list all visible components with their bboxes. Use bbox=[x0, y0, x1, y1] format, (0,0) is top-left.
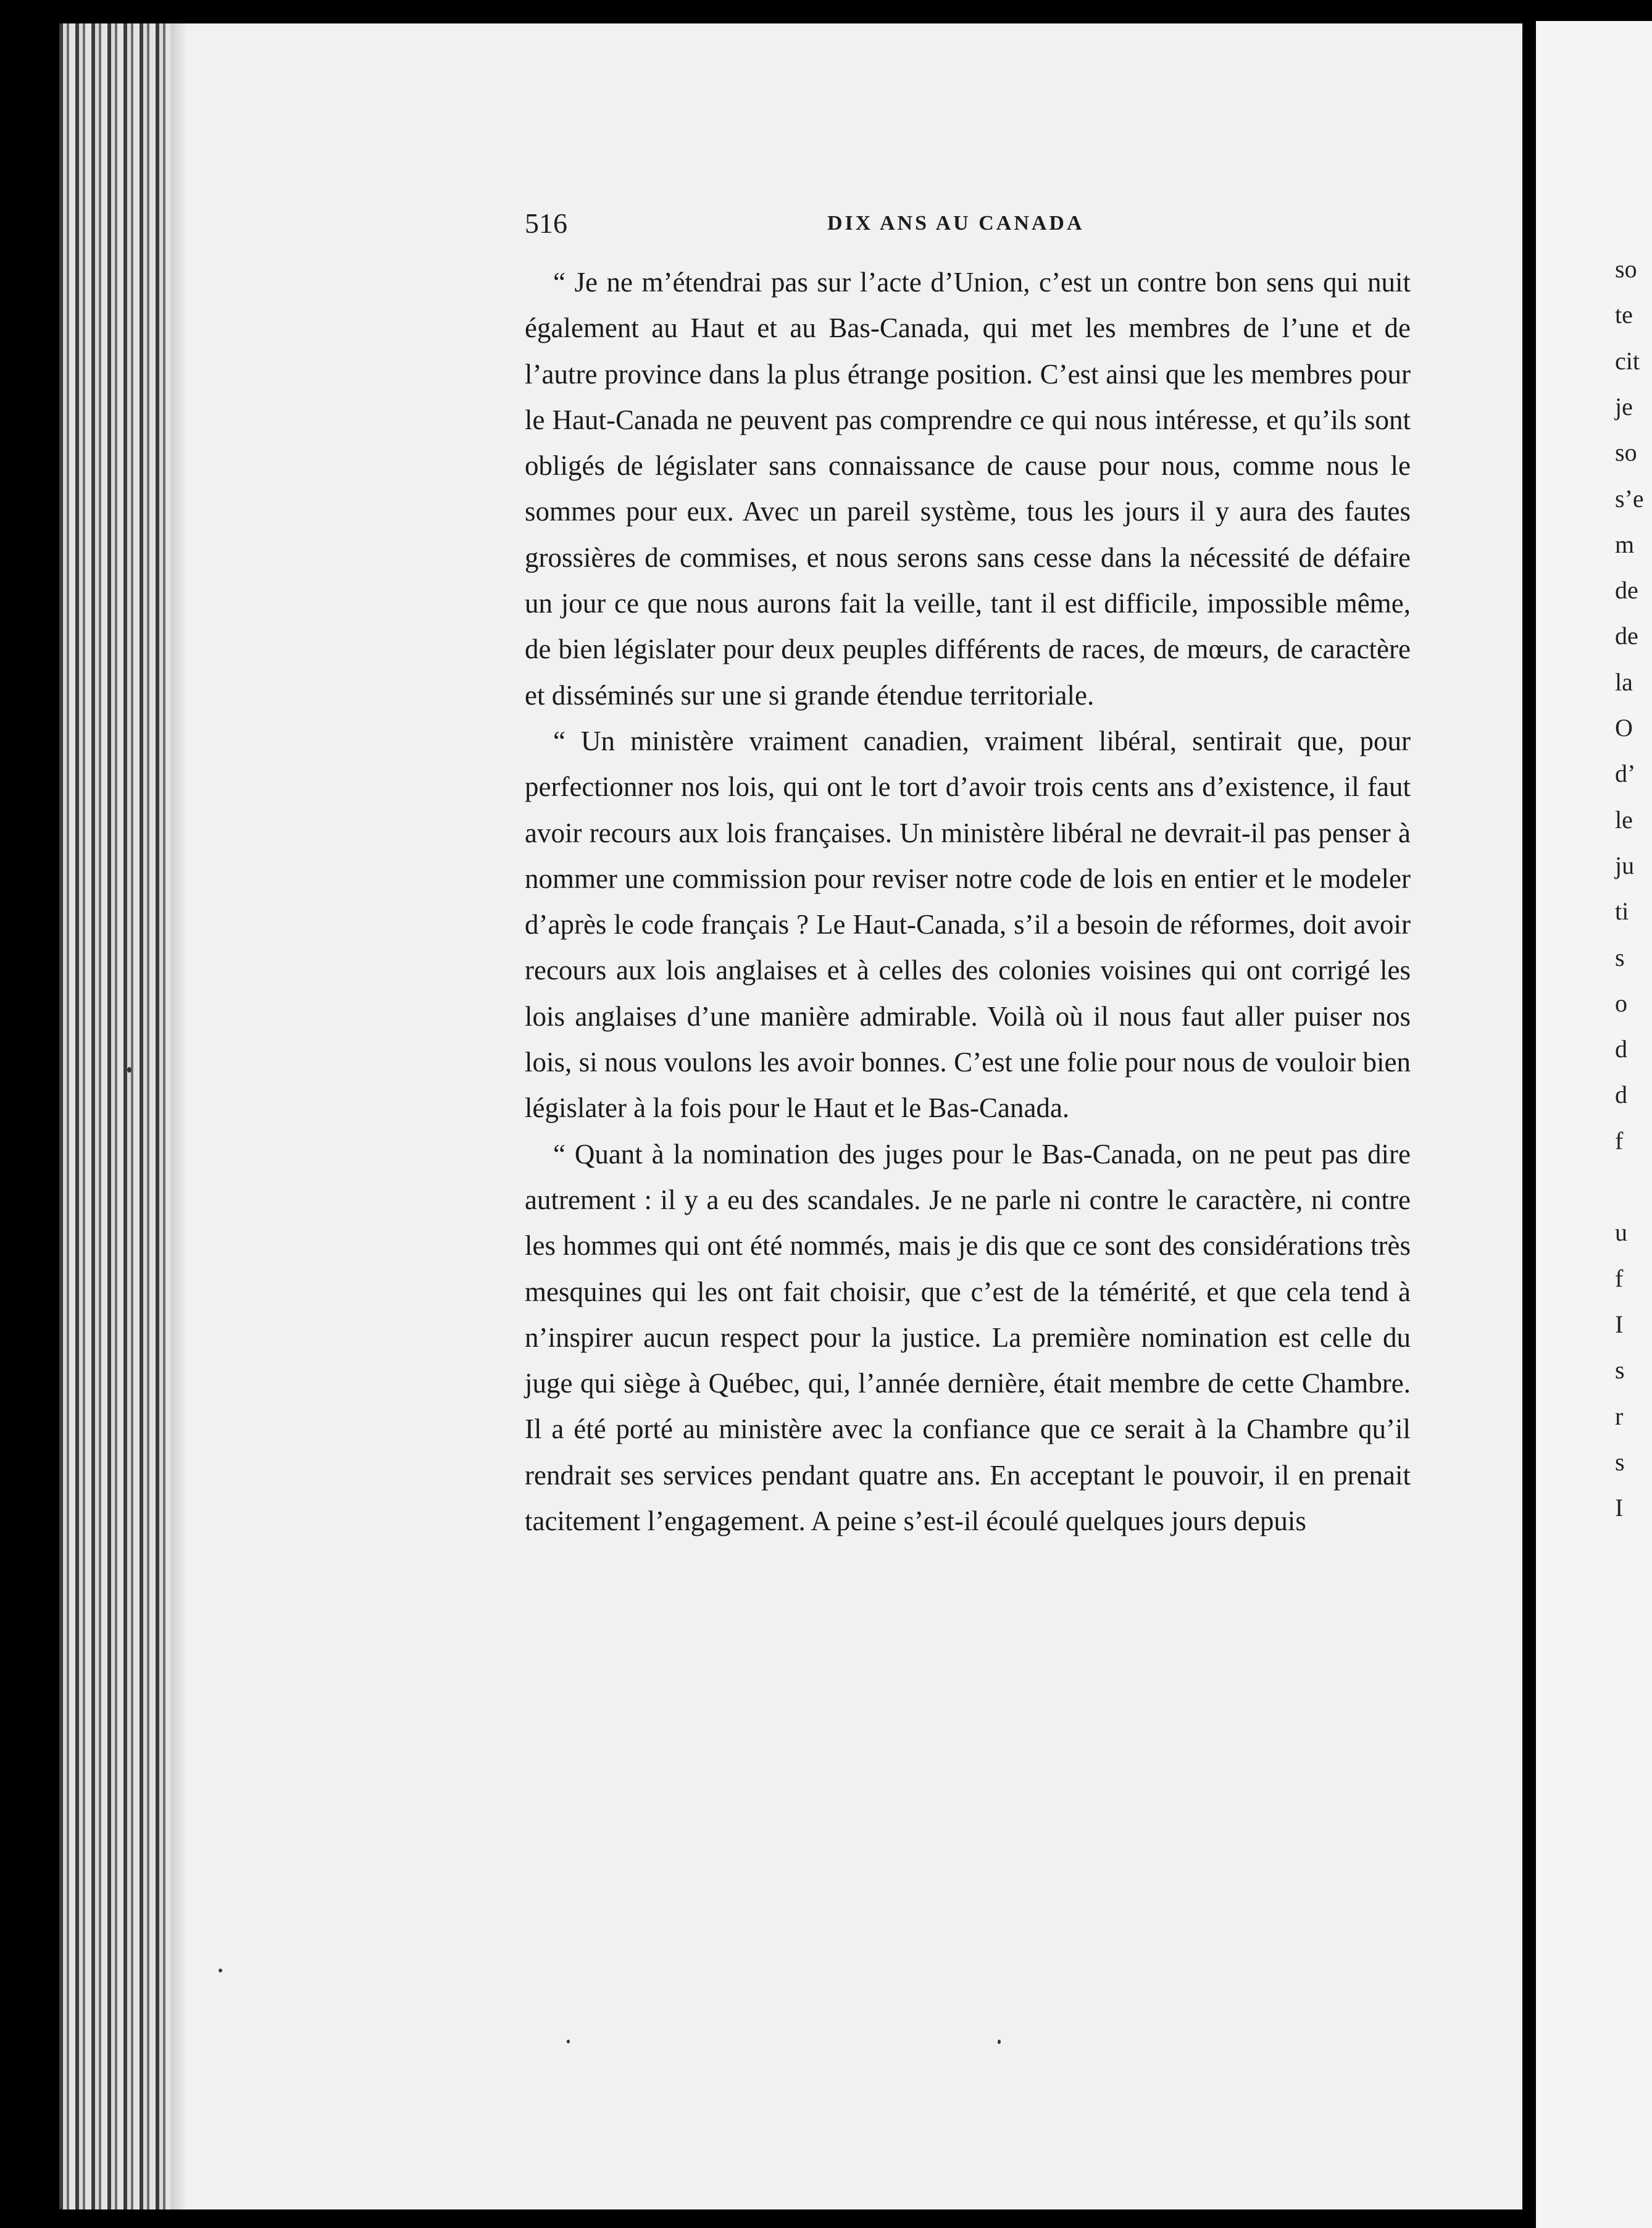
right-page-fragment: s bbox=[1615, 1447, 1625, 1476]
right-page-fragment: s bbox=[1615, 1356, 1625, 1384]
right-page-fragment: r bbox=[1615, 1402, 1624, 1430]
right-page-fragment: I bbox=[1615, 1494, 1624, 1522]
right-page-fragment: f bbox=[1615, 1264, 1624, 1292]
right-page-fragment: s’e bbox=[1615, 484, 1644, 513]
right-page-fragment: cit bbox=[1615, 346, 1640, 375]
paragraph: “ Quant à la nomination des juges pour le Bas-Canada, on ne peut pas dire autrement : il y a eu des scandales. Je ne parle ni contre le caractère, ni contre les hommes qui ont été nommés, mais je dis que ce sont des considérations très mesquines qui les ont fait choisir, que c’est de la témérité, et que cela tend à n’inspirer aucun respect pour la justice. La première nomination est celle du juge qui siège à Québec, qui, l’année dernière, était membre de cette Chambre. Il a été porté au ministère avec la confiance que ce serait à la Chambre qu’il rendrait ses services pendant quatre ans. En acceptant le pouvoir, il en prenait tacitement l’engagement. A peine s’est-il écoulé quelques jours depuis bbox=[525, 1138, 1411, 1537]
right-page-fragment: ti bbox=[1615, 897, 1629, 926]
right-page-fragment: je bbox=[1615, 392, 1633, 421]
right-page-fragment: d bbox=[1615, 1035, 1627, 1063]
page-edge bbox=[59, 23, 170, 2209]
body-text bbox=[525, 259, 1411, 1544]
page-tear bbox=[417, 23, 442, 61]
right-page-fragment: m bbox=[1615, 530, 1635, 558]
right-page-fragment: O bbox=[1615, 714, 1633, 742]
right-page-fragment: o bbox=[1615, 989, 1627, 1017]
right-page-fragment: de bbox=[1615, 622, 1638, 650]
right-page-fragment: d bbox=[1615, 1081, 1627, 1109]
scan-speck bbox=[127, 1067, 131, 1073]
scan-speck bbox=[219, 1969, 222, 1972]
running-head bbox=[525, 207, 1414, 238]
running-title: DIX ANS AU CANADA bbox=[827, 212, 1085, 235]
scan-speck bbox=[567, 2040, 570, 2043]
paragraph: “ Je ne m’étendrai pas sur l’acte d’Union, c’est un contre bon sens qui nuit également au Haut et au Bas-Canada, qui met les membres de l’une et de l’autre province dans la plus étrange position. C’est ainsi que les membres pour le Haut-Canada ne peuvent pas comprendre ce qui nous intéresse, et qu’ils sont obligés de législater sans connaissance de cause pour nous, comme nous le sommes pour eux. Avec un pareil système, tous les jours il y aura des fautes grossières de commises, et nous serons sans cesse dans la nécessité de défaire un jour ce que nous aurons fait la veille, tant il est difficile, impossible même, de bien législater pour deux peuples différents de races, de mœurs, de caractère et disséminés sur une si grande étendue territoriale. bbox=[525, 267, 1411, 711]
right-page-fragment: u bbox=[1615, 1218, 1627, 1247]
paragraph: “ Un ministère vraiment canadien, vraiment libéral, sentirait que, pour perfectionner nos lois, qui ont le tort d’avoir trois cents ans d’existence, il faut avoir recours aux lois françaises. Un ministère libéral ne devrait-il pas penser à nommer une commission pour reviser notre code de lois en entier et le modeler d’après le code français ? Le Haut-Canada, s’il a besoin de réformes, doit avoir recours aux lois anglaises et à celles des colonies voisines qui ont corrigé les lois anglaises d’une manière admirable. Voilà où il nous faut aller puiser nos lois, si nous voulons les avoir bonnes. C’est une folie pour nous de vouloir bien législater à la fois pour le Haut et le Bas-Canada. bbox=[525, 725, 1411, 1124]
scan-speck bbox=[998, 2040, 1001, 2044]
right-page-fragment: so bbox=[1615, 438, 1637, 467]
page-number: 516 bbox=[525, 207, 567, 239]
right-page-fragment: ju bbox=[1615, 851, 1635, 879]
right-page-fragment: I bbox=[1615, 1310, 1624, 1338]
right-page-fragment: le bbox=[1615, 805, 1633, 834]
right-page-fragment: d’ bbox=[1615, 760, 1636, 788]
right-page-fragment: f bbox=[1615, 1126, 1624, 1155]
right-page-fragment: la bbox=[1615, 668, 1633, 696]
right-page-strip bbox=[1536, 21, 1652, 2228]
right-page-fragment: s bbox=[1615, 943, 1625, 971]
right-page-fragment: te bbox=[1615, 301, 1633, 329]
right-page-fragment: de bbox=[1615, 576, 1638, 605]
right-page-fragment: so bbox=[1615, 255, 1637, 283]
